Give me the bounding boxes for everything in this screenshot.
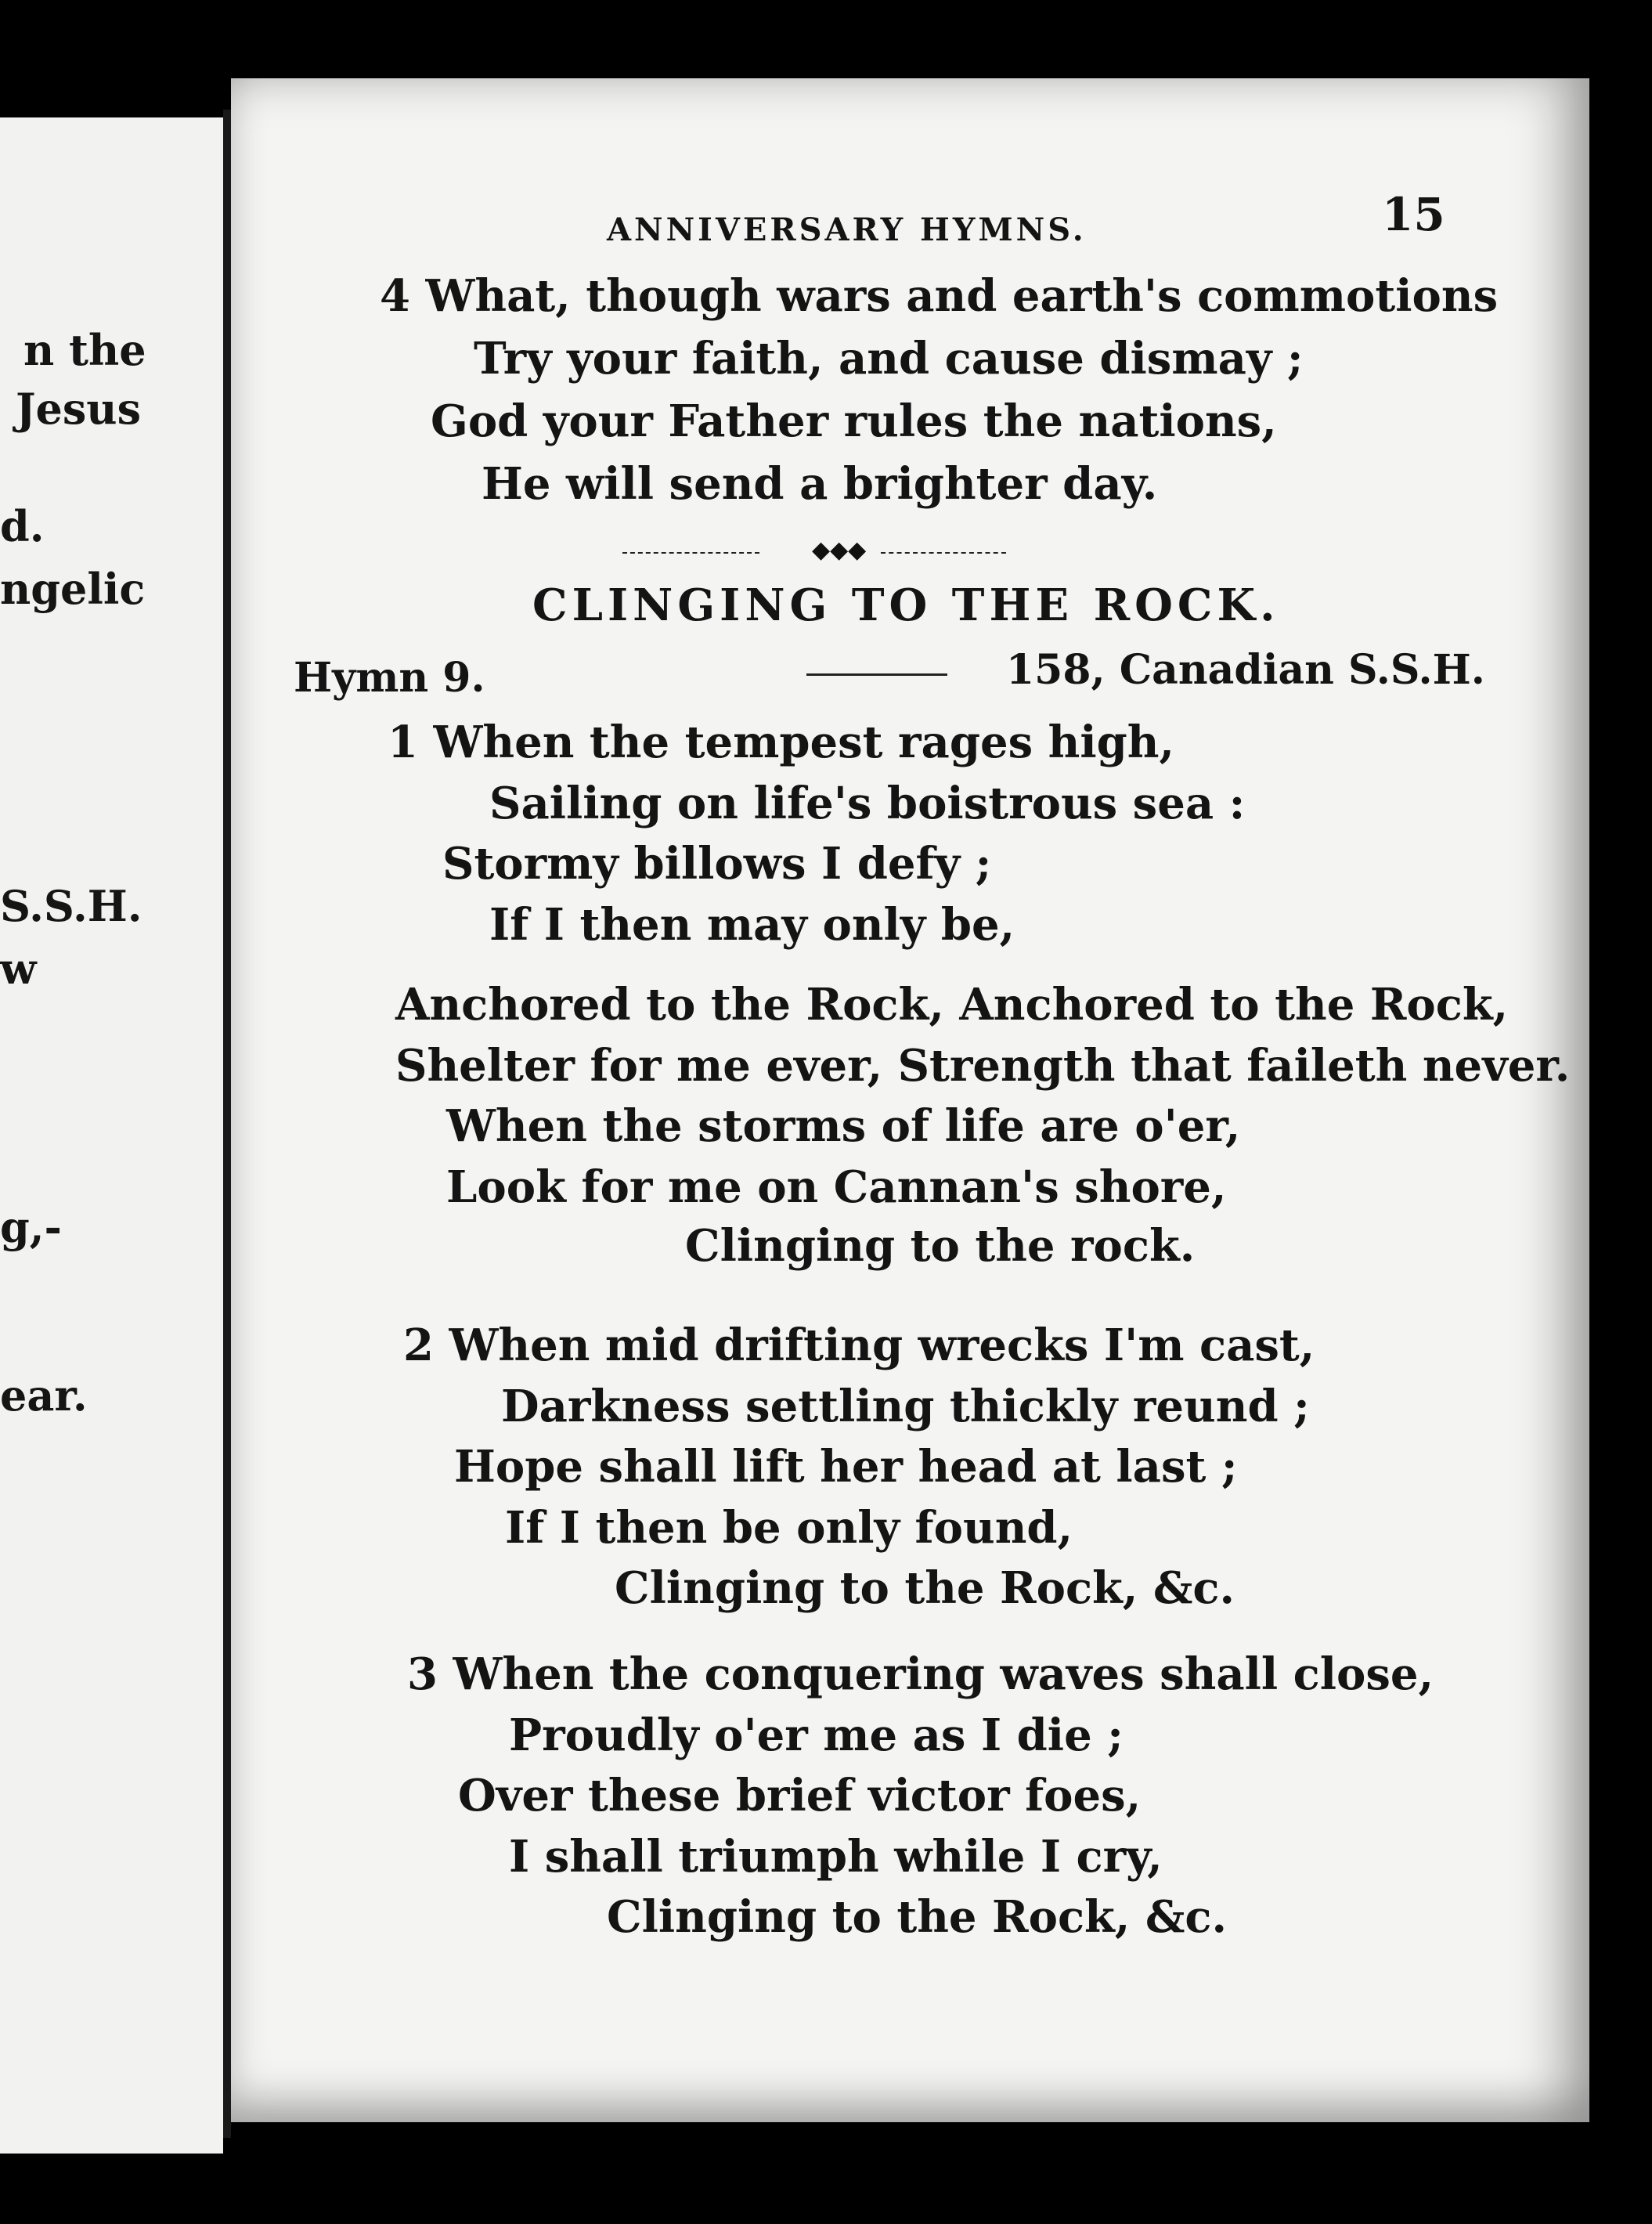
verse-line: If I then be only found,	[505, 1502, 1073, 1554]
left-fragment: Jesus	[16, 384, 141, 434]
left-fragment: g,-	[0, 1202, 62, 1252]
left-fragment: d.	[0, 501, 45, 551]
verse-line: Proudly o'er me as I die ;	[509, 1710, 1124, 1761]
chorus-line: Clinging to the rock.	[685, 1220, 1196, 1272]
left-fragment: ngelic	[0, 564, 146, 614]
left-fragment: n the	[23, 325, 146, 375]
divider-left	[622, 552, 759, 554]
verse-line: When the tempest rages high,	[433, 717, 1174, 768]
stanza-number: 3	[407, 1648, 438, 1700]
verse-line: Try your faith, and cause dismay ;	[474, 333, 1304, 385]
verse-line: What, though wars and earth's commotions	[425, 270, 1499, 322]
book-page	[231, 78, 1589, 2122]
verse-line: Over these brief victor foes,	[458, 1770, 1142, 1821]
stanza-number: 2	[403, 1320, 434, 1371]
stanza-number: 4	[380, 270, 410, 322]
left-facing-page	[0, 117, 223, 2154]
verse-line: Clinging to the Rock, &c.	[615, 1562, 1235, 1614]
left-fragment: w	[0, 944, 37, 994]
verse-line: Darkness settling thickly reund ;	[501, 1381, 1310, 1432]
page-number: 15	[1382, 188, 1445, 241]
running-title: ANNIVERSARY HYMNS.	[607, 211, 1087, 248]
page-gutter	[223, 110, 231, 2138]
verse-line: He will send a brighter day.	[482, 458, 1158, 510]
verse-line: Clinging to the Rock, &c.	[607, 1891, 1227, 1943]
chorus-line: Shelter for me ever, Strength that faileth never.	[395, 1040, 1571, 1092]
verse-line: Stormy billows I defy ;	[442, 838, 992, 890]
divider-right	[881, 552, 1006, 554]
verse-line: If I then may only be,	[489, 899, 1015, 951]
left-fragment: S.S.H.	[0, 881, 142, 931]
chorus-line: Anchored to the Rock, Anchored to the Rock,	[395, 979, 1509, 1031]
hymn-reference: 158, Canadian S.S.H.	[1006, 646, 1485, 694]
stanza-number: 1	[388, 717, 418, 768]
verse-line: Sailing on life's boistrous sea :	[489, 778, 1246, 829]
verse-line: God your Father rules the nations,	[431, 395, 1277, 447]
verse-line: When mid drifting wrecks I'm cast,	[449, 1320, 1315, 1371]
hymn-title: CLINGING TO THE ROCK.	[532, 579, 1280, 631]
meta-rule	[806, 673, 947, 676]
chorus-line: When the storms of life are o'er,	[446, 1100, 1241, 1152]
ornament-divider: ◆◆◆	[812, 536, 867, 564]
verse-line: Hope shall lift her head at last ;	[454, 1441, 1238, 1493]
verse-line: I shall triumph while I cry,	[509, 1831, 1163, 1883]
chorus-line: Look for me on Cannan's shore,	[446, 1161, 1227, 1213]
hymn-number: Hymn 9.	[294, 654, 485, 702]
left-fragment: ear.	[0, 1370, 88, 1421]
verse-line: When the conquering waves shall close,	[453, 1648, 1434, 1700]
